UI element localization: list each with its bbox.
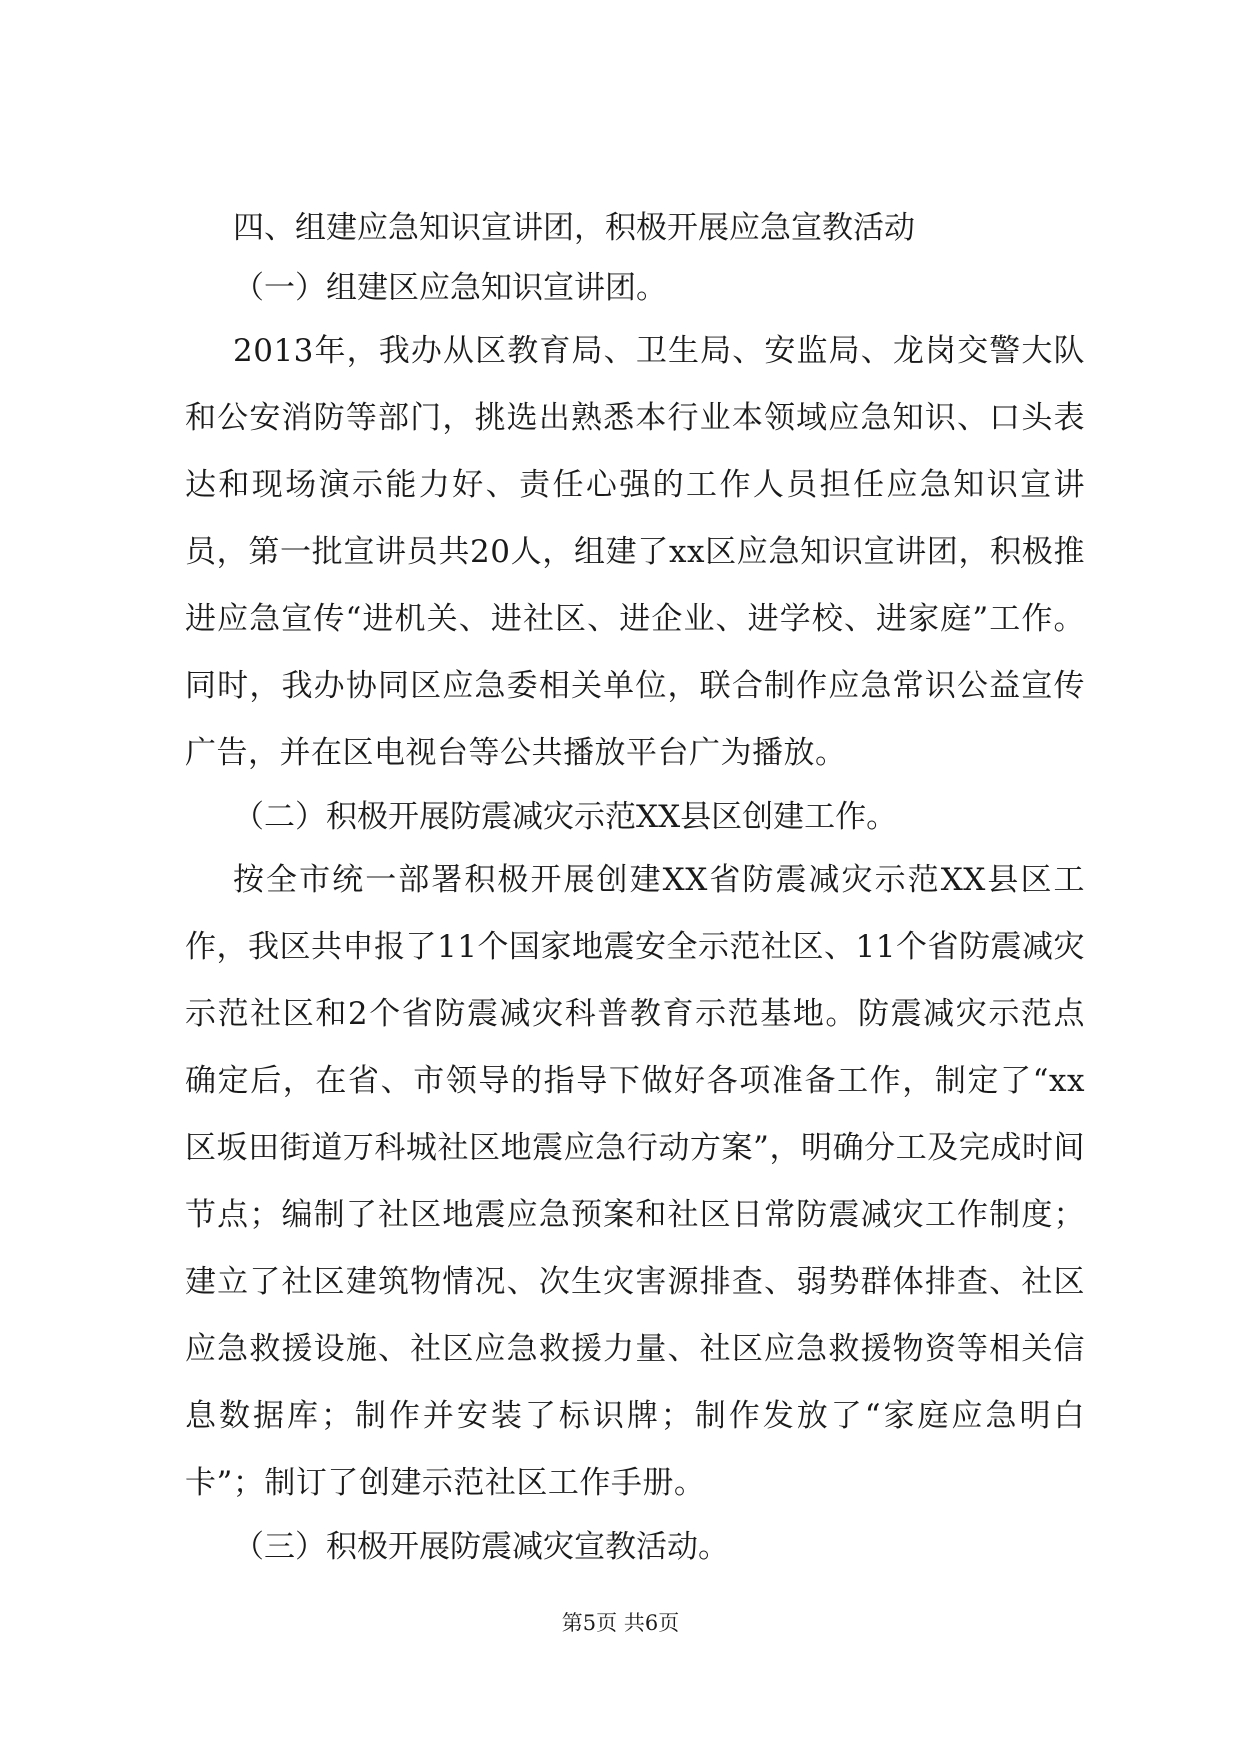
subsection-1-body: 2013年，我办从区教育局、卫生局、安监局、龙岗交警大队和公安消防等部门，挑选出熟悉本行业本领域应急知识、口头表达和现场演示能力好、责任心强的工作人员担任应急知识宣讲员，第一批宣讲员共20人，组建了xx区应急知识宣讲团，积极推进应急宣传“进机关、进社区、进企业、进学校、进家庭”工作。同时，我办协同区应急委相关单位，联合制作应急常识公益宣传广告，并在区电视台等公共播放平台广为播放。 xyxy=(185,333,1085,771)
subsection-3-heading: （三）积极开展防震减灾宣教活动。 xyxy=(233,1529,729,1565)
page-indicator: 第5页 共6页 xyxy=(561,1611,680,1635)
subsection-2-heading: （二）积极开展防震减灾示范XX县区创建工作。 xyxy=(233,799,898,835)
subsection-2-body: 按全市统一部署积极开展创建XX省防震减灾示范XX县区工作，我区共申报了11个国家地震安全示范社区、11个省防震减灾示范社区和2个省防震减灾科普教育示范基地。防震减灾示范点确定后，在省、市领导的指导下做好各项准备工作，制定了“xx区坂田街道万科城社区地震应急行动方案”，明确分工及完成时间节点；编制了社区地震应急预案和社区日常防震减灾工作制度；建立了社区建筑物情况、次生灾害源排查、弱势群体排查、社区应急救援设施、社区应急救援力量、社区应急救援物资等相关信息数据库；制作并安装了标识牌；制作发放了“家庭应急明白卡”；制订了创建示范社区工作手册。 xyxy=(185,862,1085,1501)
document-body xyxy=(185,198,1085,1577)
subsection-1-heading: （一）组建区应急知识宣讲团。 xyxy=(233,270,667,306)
section-heading: 四、组建应急知识宣讲团，积极开展应急宣教活动 xyxy=(233,210,915,246)
page-footer xyxy=(0,1608,1241,1638)
